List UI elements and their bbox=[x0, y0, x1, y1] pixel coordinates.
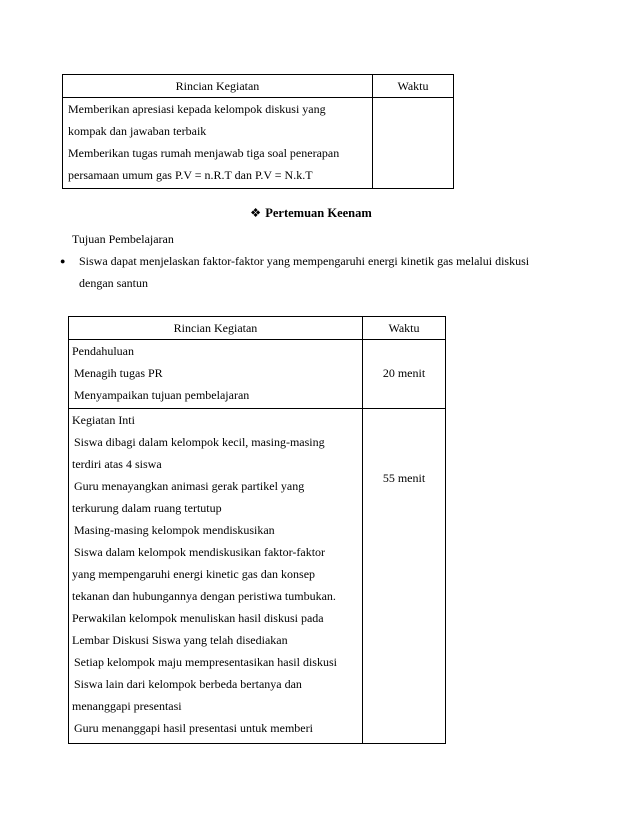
activity-line: yang mempengaruhi energi kinetic gas dan konsep bbox=[72, 567, 316, 581]
activity-line: terdiri atas 4 siswa bbox=[72, 457, 162, 471]
table-continued bbox=[62, 74, 454, 189]
duration-text: 55 menit bbox=[382, 471, 426, 485]
section-heading bbox=[250, 205, 372, 221]
activity-line: Memberikan apresiasi kepada kelompok diskusi yang bbox=[68, 102, 326, 116]
time-cell bbox=[363, 340, 446, 409]
activity-cell bbox=[69, 340, 363, 409]
activity-line: Menagih tugas PR bbox=[74, 366, 163, 380]
disc-bullet-icon: ● bbox=[60, 256, 66, 266]
activity-line: kompak dan jawaban terbaik bbox=[68, 124, 207, 138]
activity-line: Lembar Diskusi Siswa yang telah disediakan bbox=[72, 633, 288, 647]
header-time: Waktu bbox=[373, 75, 454, 98]
activity-cell bbox=[63, 98, 373, 189]
header-activity: Rincian Kegiatan bbox=[63, 75, 373, 98]
activity-line: Guru menayangkan animasi gerak partikel yang bbox=[74, 479, 305, 493]
activity-line: Masing-masing kelompok mendiskusikan bbox=[74, 523, 275, 537]
activity-line: tekanan dan hubungannya dengan peristiwa tumbukan. bbox=[72, 589, 336, 603]
activity-line: Siswa dalam kelompok mendiskusikan faktor-faktor bbox=[74, 545, 326, 559]
activity-line: Menyampaikan tujuan pembelajaran bbox=[74, 388, 250, 402]
activity-table bbox=[68, 316, 446, 744]
diamond-bullet-icon: ❖ bbox=[250, 206, 262, 220]
table-header-row bbox=[69, 317, 446, 340]
time-cell bbox=[363, 409, 446, 744]
table-row bbox=[63, 98, 454, 189]
activity-line: persamaan umum gas P.V = n.R.T dan P.V = N.k.T bbox=[68, 168, 313, 182]
activity-cell bbox=[69, 409, 363, 744]
activity-line: Siswa lain dari kelompok berbeda bertanya dan bbox=[74, 677, 302, 691]
activity-line: Memberikan tugas rumah menjawab tiga soal penerapan bbox=[68, 146, 340, 160]
activity-line: Pendahuluan bbox=[72, 344, 134, 358]
header-activity: Rincian Kegiatan bbox=[69, 317, 363, 340]
activity-line: Setiap kelompok maju mempresentasikan hasil diskusi bbox=[74, 655, 337, 669]
header-time: Waktu bbox=[363, 317, 446, 340]
activity-line: Perwakilan kelompok menuliskan hasil diskusi pada bbox=[72, 611, 324, 625]
activity-line: Kegiatan Inti bbox=[72, 413, 135, 427]
table-row-kegiatan-inti bbox=[69, 409, 446, 744]
objective-text-line2: dengan santun bbox=[79, 276, 148, 290]
duration-text: 20 menit bbox=[382, 366, 426, 380]
activity-line: menanggapi presentasi bbox=[72, 699, 182, 713]
objective-label: Tujuan Pembelajaran bbox=[72, 232, 174, 246]
time-cell bbox=[373, 98, 454, 189]
section-title: Pertemuan Keenam bbox=[265, 206, 372, 220]
activity-line: terkurung dalam ruang tertutup bbox=[72, 501, 222, 515]
activity-line: Siswa dibagi dalam kelompok kecil, masing-masing bbox=[74, 435, 325, 449]
table-header-row bbox=[63, 75, 454, 98]
activity-line: Guru menanggapi hasil presentasi untuk memberi bbox=[74, 721, 313, 735]
table-row-pendahuluan bbox=[69, 340, 446, 409]
objective-text-line1: Siswa dapat menjelaskan faktor-faktor yang mempengaruhi energi kinetik gas melalui diskusi bbox=[79, 254, 530, 268]
